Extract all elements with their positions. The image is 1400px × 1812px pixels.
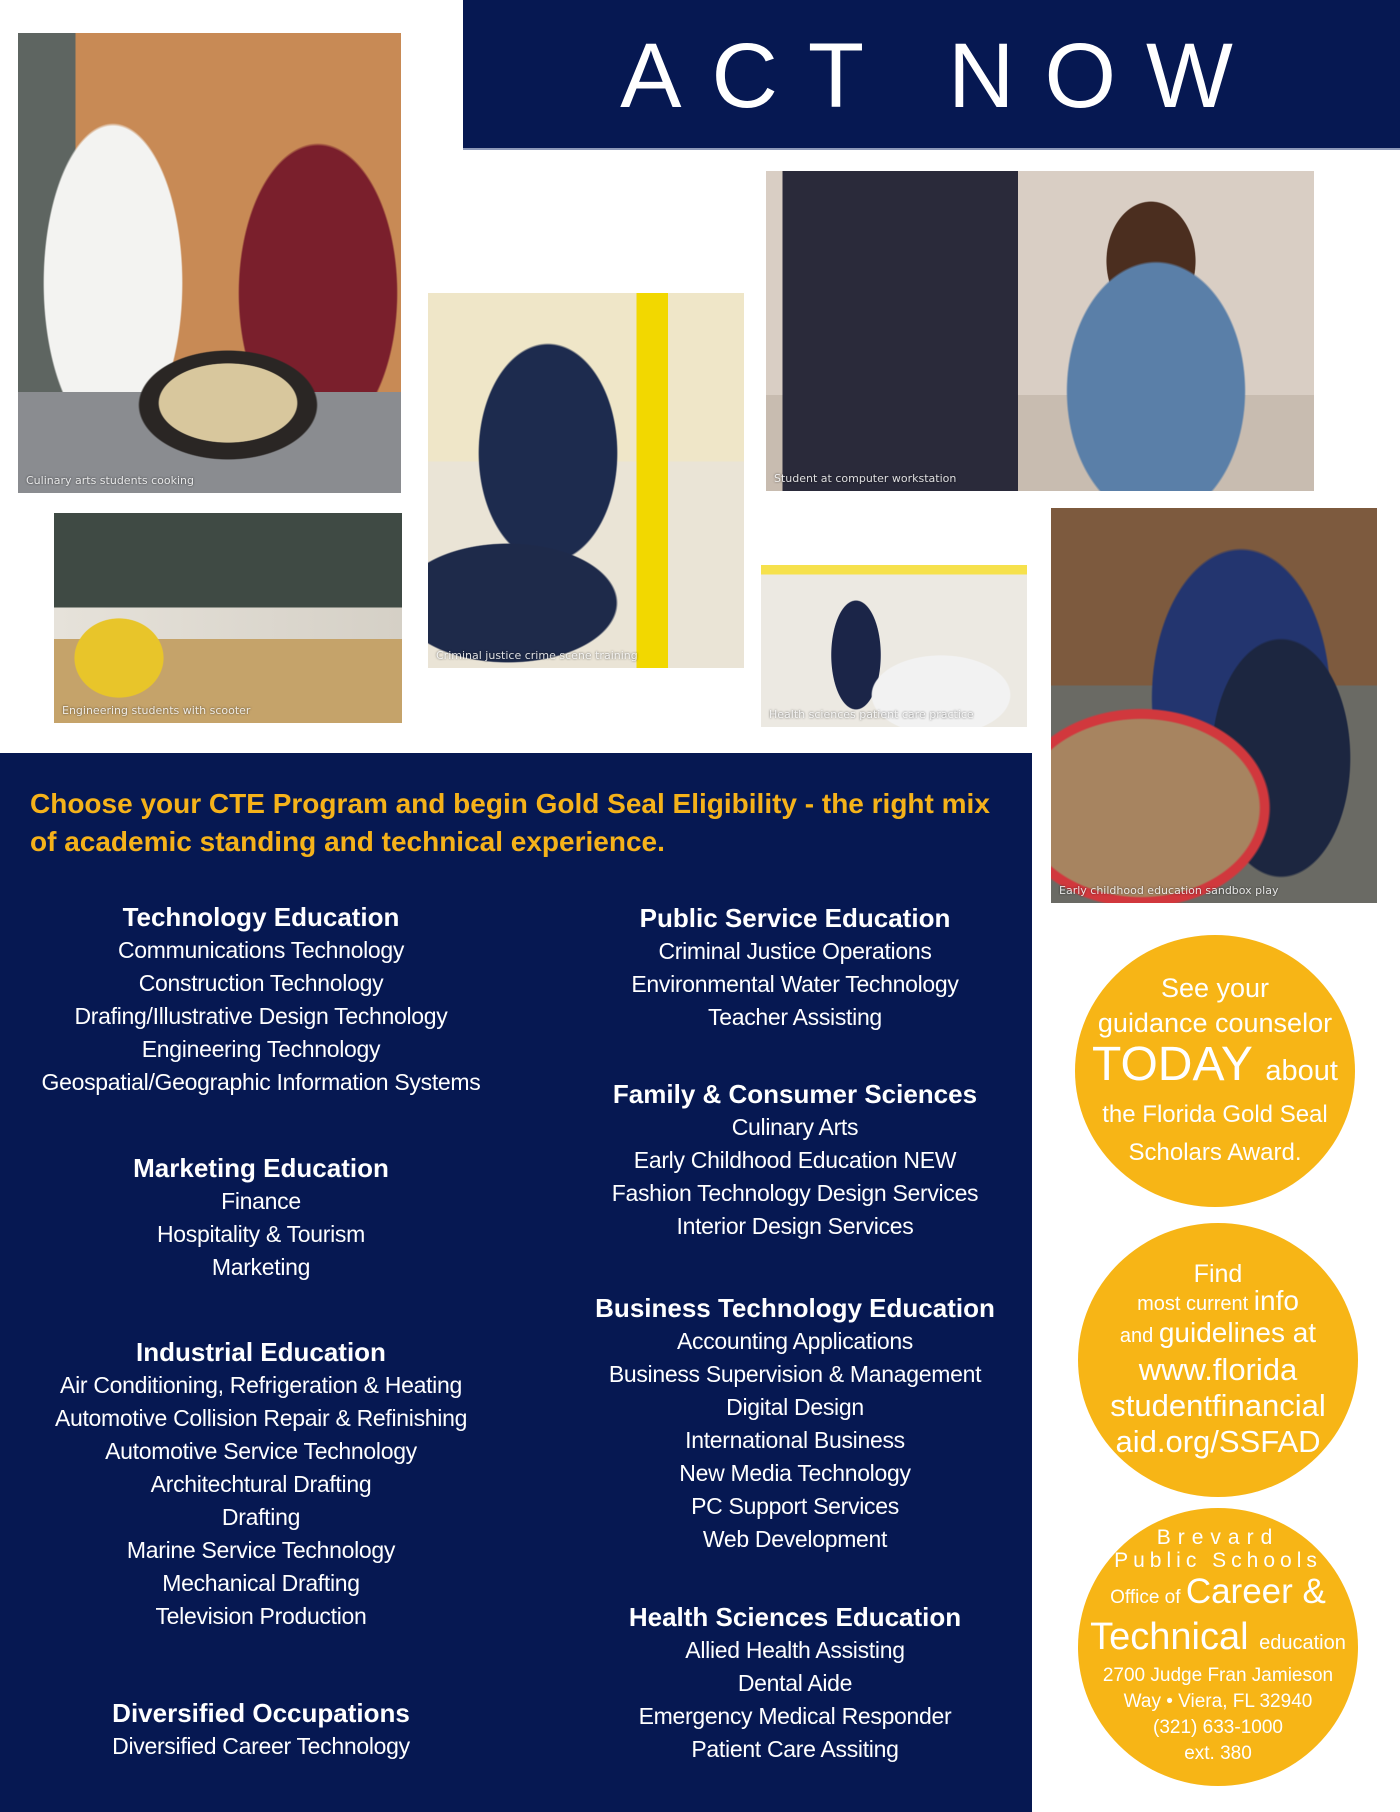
- counselor-line: [1092, 1040, 1338, 1096]
- info-small-text: and: [1119, 1325, 1154, 1347]
- info-line: Find: [1193, 1260, 1243, 1288]
- office-line: [1110, 1573, 1326, 1617]
- counselor-line: Scholars Award.: [1128, 1139, 1302, 1166]
- program-group-diversified: [0, 1696, 522, 1763]
- program-item: Finance: [221, 1188, 301, 1214]
- program-item: Drafing/Illustrative Design Technology: [74, 1003, 448, 1029]
- info-big-text: info: [1253, 1285, 1299, 1316]
- program-heading: Public Service Education: [639, 903, 951, 933]
- program-column-right: [560, 0, 1030, 1812]
- counselor-circle: [1075, 935, 1355, 1207]
- office-small-text: education: [1259, 1632, 1346, 1654]
- program-item: Marketing: [211, 1254, 311, 1280]
- program-item: International Business: [685, 1427, 905, 1453]
- program-item: Accounting Applications: [676, 1328, 914, 1354]
- program-item: Automotive Collision Repair & Refinishing: [54, 1405, 468, 1431]
- program-group-business-technology: [560, 1291, 1030, 1556]
- office-big-text: Career &: [1185, 1572, 1326, 1611]
- program-heading: Health Sciences Education: [628, 1602, 962, 1632]
- photo-caption: Culinary arts students cooking: [26, 474, 194, 487]
- website-url[interactable]: aid.org/SSFAD: [1115, 1424, 1321, 1459]
- program-item: Emergency Medical Responder: [638, 1703, 952, 1729]
- program-item: Allied Health Assisting: [685, 1637, 905, 1663]
- program-group-health-sciences: [560, 1600, 1030, 1766]
- website-url[interactable]: studentfinancial: [1110, 1388, 1326, 1423]
- program-item: Early Childhood Education NEW: [633, 1147, 957, 1173]
- phone-number: (321) 633-1000: [1153, 1717, 1283, 1738]
- photo-caption: Criminal justice crime scene training: [436, 649, 638, 662]
- program-item: New Media Technology: [679, 1460, 911, 1486]
- phone-extension: ext. 380: [1184, 1743, 1252, 1764]
- address-line: 2700 Judge Fran Jamieson: [1102, 1665, 1334, 1686]
- program-group-marketing: [0, 1151, 522, 1284]
- program-item: Interior Design Services: [676, 1213, 914, 1239]
- program-heading: Industrial Education: [136, 1337, 386, 1367]
- address-line: Way • Viera, FL 32940: [1123, 1691, 1313, 1712]
- program-item: Digital Design: [726, 1394, 864, 1420]
- program-item: Construction Technology: [138, 970, 384, 996]
- program-item: Marine Service Technology: [126, 1537, 396, 1563]
- photo-childcare: [1051, 508, 1377, 903]
- info-small-text: most current: [1137, 1293, 1249, 1315]
- program-item: Communications Technology: [117, 937, 405, 963]
- counselor-line: the Florida Gold Seal: [1102, 1101, 1328, 1128]
- org-name: Brevard: [1156, 1526, 1280, 1549]
- program-item: Diversified Career Technology: [112, 1733, 410, 1759]
- program-group-industrial: [0, 1335, 522, 1633]
- contact-circle: [1078, 1508, 1358, 1786]
- photo-caption: Student at computer workstation: [774, 472, 957, 485]
- program-item: Business Supervision & Management: [608, 1361, 982, 1387]
- page-title: ACT NOW: [620, 24, 1263, 127]
- info-big-text: guidelines at: [1158, 1317, 1317, 1348]
- program-item: Drafting: [221, 1504, 301, 1530]
- program-item: Mechanical Drafting: [162, 1570, 360, 1596]
- program-group-technology: [0, 900, 522, 1099]
- office-line: [1090, 1617, 1346, 1663]
- program-column-left: [0, 0, 522, 1812]
- info-line: [1120, 1317, 1316, 1352]
- info-line: [1137, 1285, 1299, 1317]
- counselor-about: about: [1265, 1055, 1338, 1087]
- counselor-line: guidance counselor: [1097, 1008, 1333, 1038]
- org-name: Public Schools: [1114, 1549, 1322, 1572]
- program-group-family-consumer: [560, 1077, 1030, 1243]
- program-heading: Marketing Education: [133, 1153, 389, 1183]
- program-item: Culinary Arts: [731, 1114, 859, 1140]
- website-url[interactable]: www.florida: [1138, 1352, 1298, 1387]
- office-big-text: Technical: [1090, 1616, 1249, 1658]
- intro-text: Choose your CTE Program and begin Gold Seal Eligibility - the right mix of academic standing and technical experience.: [30, 788, 990, 857]
- office-small-text: Office of: [1110, 1587, 1181, 1608]
- program-item: Fashion Technology Design Services: [611, 1180, 979, 1206]
- program-item: Engineering Technology: [141, 1036, 381, 1062]
- program-item: Criminal Justice Operations: [658, 938, 932, 964]
- program-item: Environmental Water Technology: [631, 971, 959, 997]
- program-item: Dental Aide: [737, 1670, 853, 1696]
- program-item: Automotive Service Technology: [105, 1438, 417, 1464]
- photo-caption: Health sciences patient care practice: [769, 708, 974, 721]
- program-item: Hospitality & Tourism: [156, 1221, 365, 1247]
- program-item: Architechtural Drafting: [150, 1471, 372, 1497]
- program-item: Geospatial/Geographic Information Systems: [41, 1069, 481, 1095]
- counselor-line: See your: [1160, 973, 1270, 1003]
- program-heading: Family & Consumer Sciences: [612, 1079, 978, 1109]
- program-heading: Business Technology Education: [595, 1293, 995, 1323]
- program-item: Air Conditioning, Refrigeration & Heating: [60, 1372, 462, 1398]
- photo-caption: Early childhood education sandbox play: [1059, 884, 1279, 897]
- program-item: Patient Care Assiting: [691, 1736, 899, 1762]
- program-heading: Diversified Occupations: [112, 1698, 410, 1728]
- program-item: Teacher Assisting: [708, 1004, 882, 1030]
- program-group-public-service: [560, 901, 1030, 1034]
- program-item: Television Production: [155, 1603, 367, 1629]
- info-circle: [1078, 1223, 1358, 1497]
- photo-caption: Engineering students with scooter: [62, 704, 251, 717]
- today-emphasis: TODAY: [1092, 1038, 1253, 1091]
- program-item: Web Development: [702, 1526, 888, 1552]
- program-heading: Technology Education: [122, 902, 400, 932]
- program-item: PC Support Services: [691, 1493, 899, 1519]
